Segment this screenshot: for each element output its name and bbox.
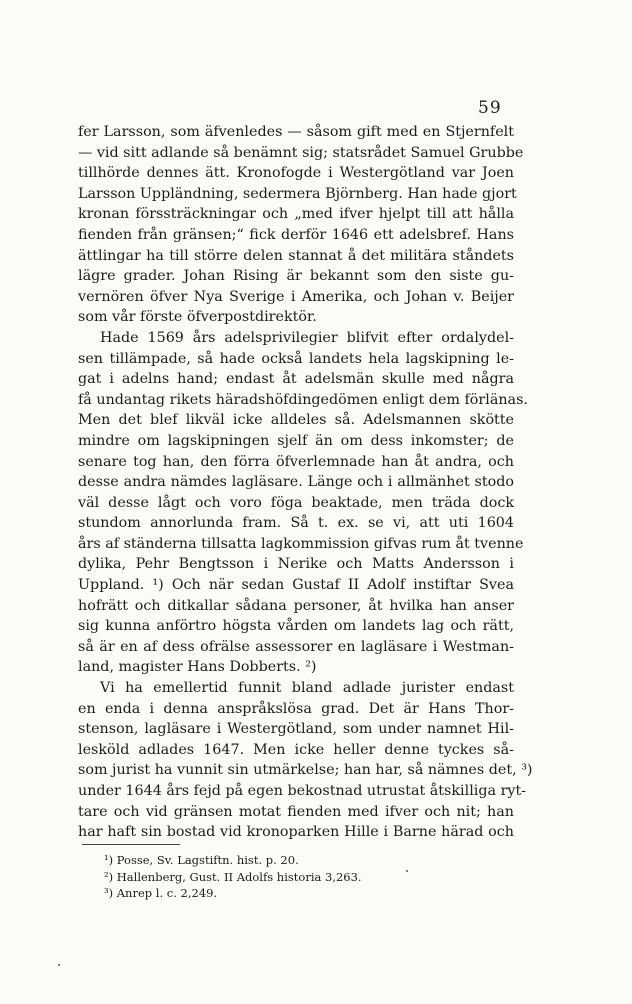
- text-line: sig kunna anförtro högsta vården om landets lag och rätt,: [78, 618, 514, 635]
- text-line: Vi ha emellertid funnit bland adlade jurister endast: [100, 680, 514, 697]
- text-line: Uppland. ¹) Och när sedan Gustaf II Adolf instiftar Svea: [78, 577, 514, 594]
- text-line: som vår förste öfverpostdirektör.: [78, 309, 317, 326]
- text-line: års af ständerna tillsatta lagkommission gifvas rum åt tvenne: [78, 535, 524, 552]
- text-line: lesköld adlades 1647. Men icke heller denne tyckes så-: [78, 741, 514, 758]
- text-line: kronan förssträckningar och „med ifver hjelpt till att hålla: [78, 206, 514, 223]
- text-line: dylika, Pehr Bengtsson i Nerike och Matts Andersson i: [78, 556, 514, 573]
- footnote: ¹) Posse, Sv. Lagstiftn. hist. p. 20.: [104, 853, 299, 867]
- text-line: senare tog han, den förra öfverlemnade han åt andra, och: [78, 453, 514, 470]
- text-line: gat i adelns hand; endast åt adelsmän skulle med några: [78, 371, 514, 388]
- text-line: hofrätt och ditkallar sådana personer, åt hvilka han anser: [78, 597, 514, 614]
- text-line: fer Larsson, som äfvenledes — såsom gift med en Stjernfelt: [78, 124, 514, 140]
- text-line: Larsson Uppländning, sedermera Björnberg. Han hade gjort: [78, 185, 517, 202]
- ink-speck: [406, 870, 408, 872]
- text-line: som jurist ha vunnit sin utmärkelse; han har, så nämnes det, ³): [78, 762, 533, 779]
- text-line: land, magister Hans Dobberts. ²): [78, 659, 317, 676]
- footnote: ³) Anrep l. c. 2,249.: [104, 886, 218, 900]
- text-line: mindre om lagskipningen sjelf än om dess inkomster; de: [78, 432, 514, 449]
- text-line: sen tillämpade, så hade också landets hela lagskipning le-: [78, 350, 514, 367]
- text-line: fienden från gränsen;“ fick derför 1646 ett adelsbref. Hans: [78, 226, 514, 243]
- text-line: tillhörde dennes ätt. Kronofogde i Westergötland var Joen: [78, 165, 514, 182]
- text-line: har haft sin bostad vid kronoparken Hille i Barne härad och: [78, 824, 514, 841]
- footnote: ²) Hallenberg, Gust. II Adolfs historia 3,263.: [104, 869, 362, 884]
- text-line: stenson, lagläsare i Westergötland, som under namnet Hil-: [78, 721, 514, 738]
- text-line: Men det blef likväl icke alldeles så. Adelsmannen skötte: [78, 412, 514, 429]
- text-line: lägre grader. Johan Rising är bekannt som den siste gu-: [78, 268, 514, 285]
- page-number: 59: [478, 98, 502, 118]
- text-line: vernören öfver Nya Sverige i Amerika, och Johan v. Beijer: [78, 288, 514, 305]
- ink-speck: [58, 964, 60, 966]
- body-text: [78, 122, 533, 843]
- text-line: Hade 1569 års adelsprivilegier blifvit efter ordalydel-: [100, 329, 514, 346]
- text-line: under 1644 års fejd på egen bekostnad utrustat åtskilliga ryt-: [78, 783, 527, 799]
- text-line: få undantag rikets häradshöfdingedömen enligt dem förlänas.: [78, 391, 528, 408]
- text-line: en enda i denna anspråkslösa grad. Det är Hans Thor-: [78, 700, 514, 717]
- text-line: desse andra nämdes lagläsare. Länge och i allmänhet stodo: [78, 474, 514, 491]
- footnote-divider: [82, 844, 180, 845]
- text-line: stundom annorlunda fram. Så t. ex. se vi, att uti 1604: [78, 515, 514, 532]
- text-line: väl desse lågt och voro föga beaktade, men träda dock: [78, 494, 514, 511]
- text-line: ättlingar ha till större delen stannat å det militära ståndets: [78, 247, 514, 264]
- footnotes: [104, 852, 434, 902]
- text-line: tare och vid gränsen motat fienden med ifver och nit; han: [78, 803, 514, 820]
- text-line: så är en af dess ofrälse assessorer en lagläsare i Westman-: [78, 638, 514, 655]
- text-line: — vid sitt adlande så benämnt sig; statsrådet Samuel Grubbe: [78, 144, 524, 161]
